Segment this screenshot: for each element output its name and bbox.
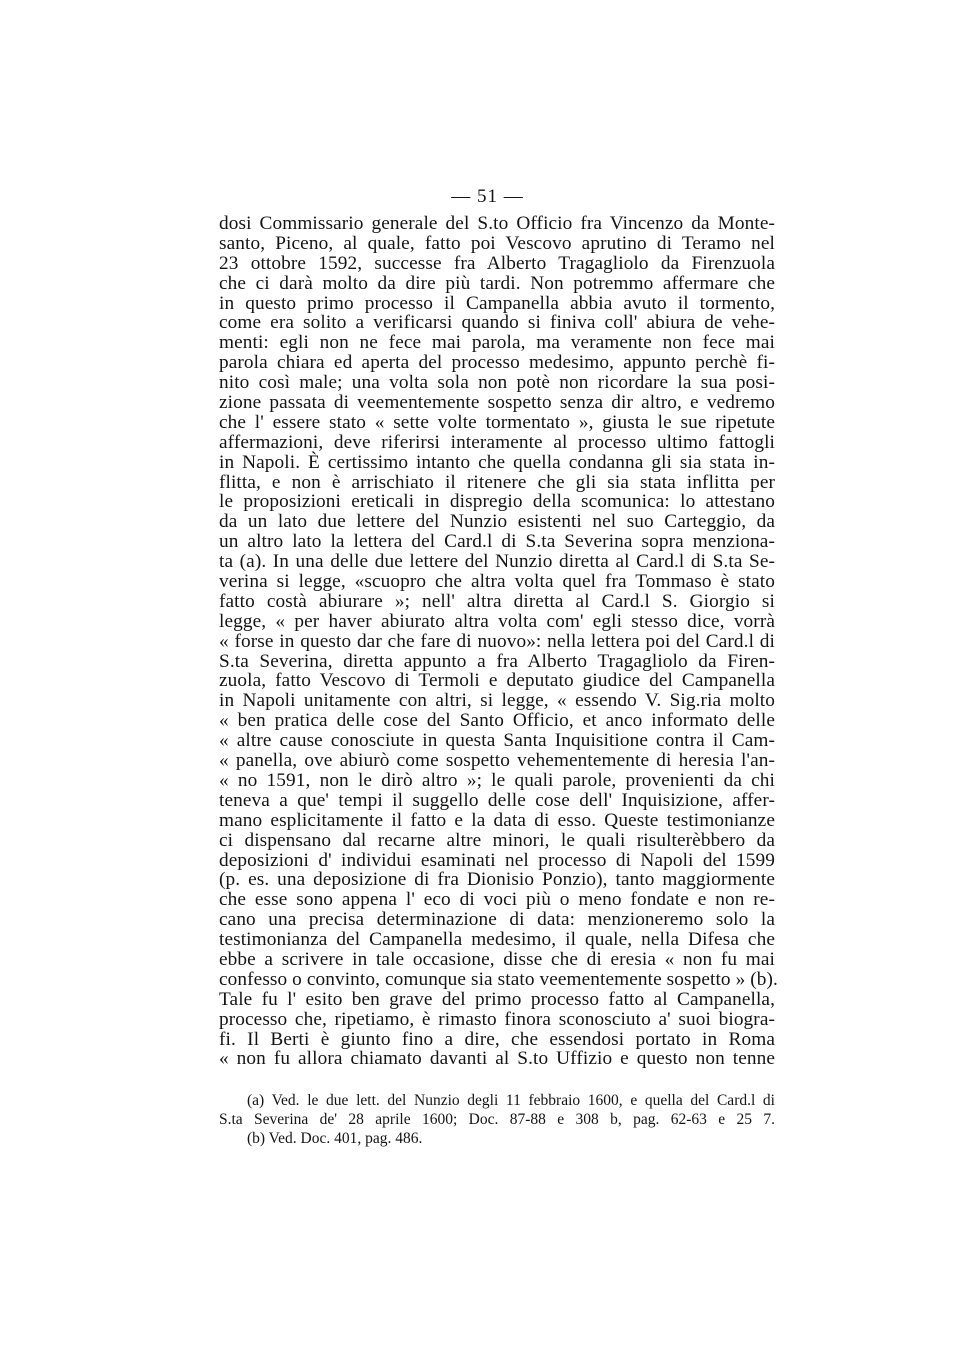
- text-line: Tale fu l' esito ben grave del primo processo fatto al Campanella,: [219, 988, 775, 1010]
- text-line: che ci darà molto da dire più tardi. Non potremmo affermare che: [219, 272, 775, 294]
- text-line: santo, Piceno, al quale, fatto poi Vescovo aprutino di Teramo nel: [219, 232, 775, 254]
- text-line: in questo primo processo il Campanella abbia avuto il tormento,: [219, 292, 775, 314]
- text-line: « forse in questo dar che fare di nuovo»: nella lettera poi del Card.l di: [219, 630, 775, 652]
- text-line: flitta, e non è arrischiato il ritenere che gli sia stata inflitta per: [219, 471, 775, 493]
- text-line: menti: egli non ne fece mai parola, ma veramente non fece mai: [219, 332, 775, 354]
- text-line: dosi Commissario generale del S.to Officio fra Vincenzo da Monte-: [219, 213, 775, 234]
- body-text: [219, 213, 778, 1070]
- text-line: che l' essere stato « sette volte tormentato », giusta le sue ripetute: [219, 411, 775, 433]
- text-line: (p. es. una deposizione di fra Dionisio Ponzio), tanto maggiormente: [219, 869, 775, 891]
- text-line: fatto costà abiurare »; nell' altra diretta al Card.l S. Giorgio si: [219, 590, 775, 612]
- text-line: teneva a que' tempi il suggello delle cose dell' Inquisizione, affer-: [219, 789, 775, 811]
- text-line: mano esplicitamente il fatto e la data di esso. Queste testimonianze: [219, 809, 775, 831]
- text-line: un altro lato la lettera del Card.l di S.ta Severina sopra menziona-: [219, 531, 775, 553]
- footnote-b: (b) Ved. Doc. 401, pag. 486.: [247, 1130, 423, 1147]
- text-line: « no 1591, non le dirò altro »; le quali parole, provenienti da chi: [219, 769, 775, 791]
- text-line: « altre cause conosciute in questa Santa Inquisitione contra il Cam-: [219, 730, 775, 752]
- text-line: 23 ottobre 1592, successe fra Alberto Tragagliolo da Firenzuola: [219, 252, 775, 274]
- text-line: verina si legge, «scuopro che altra volta quel fra Tommaso è stato: [219, 571, 775, 593]
- footnote-a-line-1: (a) Ved. le due lett. del Nunzio degli 11 febbraio 1600, e quella del Card.l di: [247, 1092, 775, 1109]
- text-line: da un lato due lettere del Nunzio esistenti nel suo Carteggio, da: [219, 511, 775, 533]
- text-line: nito così male; una volta sola non potè non ricordare la sua posi-: [219, 372, 775, 394]
- text-line: parola chiara ed aperta del processo medesimo, appunto perchè fi-: [219, 352, 775, 374]
- text-line: legge, « per haver abiurato altra volta com' egli stesso dice, vorrà: [219, 610, 775, 632]
- text-line: in Napoli unitamente con altri, si legge, « essendo V. Sig.ria molto: [219, 690, 775, 712]
- text-line: zione passata di veementemente sospetto senza dir altro, e vedremo: [219, 392, 775, 414]
- text-line: affermazioni, deve riferirsi interamente al processo ultimo fattogli: [219, 431, 775, 453]
- text-line: ta (a). In una delle due lettere del Nunzio diretta al Card.l di S.ta Se-: [219, 551, 775, 573]
- text-line: ci dispensano dal recarne altre minori, le quali risulterèbbero da: [219, 829, 775, 851]
- text-line: processo che, ripetiamo, è rimasto finora sconosciuto a' suoi biogra-: [219, 1008, 775, 1030]
- page-number: — 51 —: [451, 186, 524, 207]
- text-line: ebbe a scrivere in tale occasione, disse che di eresia « non fu mai: [219, 948, 775, 970]
- text-line: cano una precisa determinazione di data: menzioneremo solo la: [219, 909, 775, 931]
- text-line: come era solito a verificarsi quando si finiva coll' abiura de vehe-: [219, 312, 775, 334]
- text-line: fi. Il Berti è giunto fino a dire, che essendosi portato in Roma: [219, 1028, 775, 1050]
- text-line: deposizioni d' individui esaminati nel processo di Napoli del 1599: [219, 849, 775, 871]
- text-line: testimonianza del Campanella medesimo, il quale, nella Difesa che: [219, 929, 775, 951]
- text-line: in Napoli. È certissimo intanto che quella condanna gli sia stata in-: [219, 451, 775, 473]
- text-line: « ben pratica delle cose del Santo Officio, et anco informato delle: [219, 710, 775, 732]
- footnotes: [219, 1091, 775, 1148]
- text-line: che esse sono appena l' eco di voci più o meno fondate e non re-: [219, 889, 775, 911]
- text-line: zuola, fatto Vescovo di Termoli e deputato giudice del Campanella: [219, 670, 775, 692]
- text-line: « panella, ove abiurò come sospetto vehementemente di heresia l'an-: [219, 750, 775, 772]
- text-line: « non fu allora chiamato davanti al S.to Uffizio e questo non tenne: [219, 1048, 775, 1070]
- text-line: S.ta Severina, diretta appunto a fra Alberto Tragagliolo da Firen-: [219, 650, 775, 672]
- footnote-a-line-2: S.ta Severina de' 28 aprile 1600; Doc. 87-88 e 308 b, pag. 62-63 e 25 7.: [219, 1111, 775, 1128]
- text-line: confesso o convinto, comunque sia stato veementemente sospetto » (b).: [219, 968, 778, 990]
- text-line: le proposizioni ereticali in dispregio della scomunica: lo attestano: [219, 491, 775, 513]
